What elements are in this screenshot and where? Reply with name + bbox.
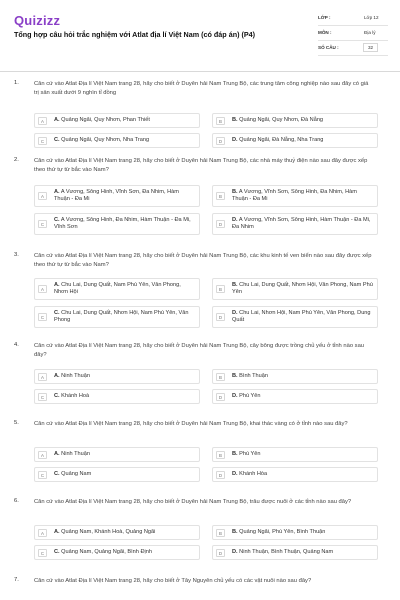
answer-option-d[interactable]: [212, 467, 378, 482]
option-lead: D.: [232, 310, 238, 316]
option-text: Quảng Ngãi, Quy Nhơn, Nha Trang: [61, 137, 150, 143]
option-text: A Vương, Sông Hinh, Vĩnh Sơn, Đa Nhim, Hàm Thuận - Đa Mi: [54, 189, 179, 203]
answer-option-c[interactable]: [34, 545, 200, 560]
option-text: Phú Yên: [239, 451, 261, 457]
option-lead: D.: [232, 137, 238, 143]
answer-option-d[interactable]: [212, 306, 378, 328]
option-text: Phú Yên: [239, 393, 261, 399]
option-text: Ninh Thuận: [61, 373, 90, 379]
option-letter: C: [38, 220, 47, 228]
question-number: 7.: [14, 577, 19, 583]
answer-option-b[interactable]: [212, 185, 378, 207]
option-text: Quảng Ngãi, Đà Nẵng, Nha Trang: [239, 137, 324, 143]
option-text: Quảng Nam, Khánh Hoà, Quảng Ngãi: [61, 529, 156, 535]
option-letter: A: [38, 451, 47, 459]
answer-option-c[interactable]: [34, 213, 200, 235]
worksheet-title: Tổng hợp câu hỏi trắc nghiệm với Atlat địa lí Việt Nam (có đáp án) (P4): [14, 30, 256, 39]
option-letter: D: [216, 471, 225, 479]
option-lead: B.: [232, 373, 238, 379]
question-1: [14, 80, 390, 152]
question-text: Căn cứ vào Atlat Địa lí Việt Nam trang 28, hãy cho biết ở Duyên hải Nam Trung Bộ, các nhà máy thuỷ điện nào sau đây được xếp theo thứ tự từ bắc vào Nam?: [34, 158, 368, 173]
option-lead: C.: [54, 217, 60, 223]
option-lead: D.: [232, 217, 238, 223]
answer-option-d[interactable]: [212, 545, 378, 560]
option-letter: B: [216, 192, 225, 200]
option-letter: A: [38, 529, 47, 537]
option-lead: A.: [54, 189, 60, 195]
option-text: Chu Lai, Nhơn Hội, Nam Phú Yên, Vân Phong, Dung Quất: [232, 310, 371, 324]
option-lead: C.: [54, 471, 60, 477]
meta-row-subject: [318, 27, 388, 41]
worksheet-meta: [318, 12, 388, 57]
answer-option-b[interactable]: [212, 113, 378, 128]
question-number: 4.: [14, 342, 19, 348]
option-text: A Vương, Sông Hinh, Đa Nhim, Hàm Thuận - Đa Mi, Vĩnh Sơn: [54, 217, 191, 231]
question-3: [14, 252, 390, 336]
answer-option-a[interactable]: [34, 369, 200, 384]
option-text: Khánh Hoà: [61, 393, 90, 399]
option-lead: A.: [54, 451, 60, 457]
option-letter: B: [216, 285, 225, 293]
option-letter: D: [216, 137, 225, 145]
option-lead: B.: [232, 282, 238, 288]
option-lead: C.: [54, 137, 60, 143]
option-letter: C: [38, 313, 47, 321]
option-letter: C: [38, 471, 47, 479]
answer-option-a[interactable]: [34, 525, 200, 540]
answer-option-a[interactable]: [34, 278, 200, 300]
option-letter: B: [216, 529, 225, 537]
question-number: 1.: [14, 80, 19, 86]
meta-row-grade: [318, 12, 388, 26]
answer-option-b[interactable]: [212, 369, 378, 384]
option-letter: B: [216, 451, 225, 459]
option-letter: A: [38, 285, 47, 293]
question-text: Căn cứ vào Atlat Địa lí Việt Nam trang 28, hãy cho biết ở Duyên hải Nam Trung Bộ, trâu được nuôi ở các tỉnh nào sau đây?: [34, 499, 352, 505]
option-text: Quảng Nam, Quảng Ngãi, Bình Định: [61, 549, 152, 555]
option-lead: B.: [232, 529, 238, 535]
option-letter: D: [216, 313, 225, 321]
answer-option-d[interactable]: [212, 389, 378, 404]
option-letter: D: [216, 549, 225, 557]
option-letter: A: [38, 373, 47, 381]
option-letter: C: [38, 393, 47, 401]
option-lead: A.: [54, 117, 60, 123]
option-text: Chu Lai, Dung Quất, Nhơn Hội, Nam Phú Yên, Vân Phong: [54, 310, 189, 324]
meta-label-count: SỐ CÂU :: [318, 45, 339, 50]
meta-value-count: 32: [363, 43, 378, 52]
question-4: [14, 342, 390, 414]
answer-option-b[interactable]: [212, 447, 378, 462]
option-lead: D.: [232, 549, 238, 555]
option-lead: C.: [54, 310, 60, 316]
option-text: A Vương, Vĩnh Sơn, Sông Hinh, Hàm Thuận - Đa Mi, Đa Nhim: [232, 217, 371, 231]
question-6: [14, 498, 390, 570]
question-number: 5.: [14, 420, 19, 426]
option-lead: C.: [54, 549, 60, 555]
answer-option-a[interactable]: [34, 185, 200, 207]
quizizz-logo[interactable]: Quizizz: [14, 13, 61, 28]
option-letter: B: [216, 373, 225, 381]
option-lead: B.: [232, 451, 238, 457]
meta-value-grade: Lớp 12: [364, 15, 379, 20]
option-text: Ninh Thuận: [61, 451, 90, 457]
option-text: Quảng Ngãi, Quy Nhơn, Phan Thiết: [61, 117, 150, 123]
question-number: 3.: [14, 252, 19, 258]
option-lead: B.: [232, 189, 238, 195]
question-2: [14, 157, 390, 243]
option-lead: B.: [232, 117, 238, 123]
question-number: 2.: [14, 157, 19, 163]
worksheet-header: [0, 0, 400, 72]
option-lead: A.: [54, 373, 60, 379]
meta-label-subject: MÔN :: [318, 30, 332, 35]
option-lead: C.: [54, 393, 60, 399]
answer-option-a[interactable]: [34, 447, 200, 462]
option-letter: A: [38, 117, 47, 125]
option-text: A Vương, Vĩnh Sơn, Sông Hinh, Đa Nhim, Hàm Thuận - Đa Mi: [232, 189, 357, 203]
option-lead: A.: [54, 282, 60, 288]
question-text: Căn cứ vào Atlat Địa lí Việt Nam trang 28, hãy cho biết ở Duyên hải Nam Trung Bộ, cây bông được trồng chủ yếu ở tỉnh nào sau đây?: [34, 343, 365, 358]
option-text: Khánh Hòa: [239, 471, 268, 477]
option-letter: D: [216, 220, 225, 228]
option-letter: B: [216, 117, 225, 125]
question-text: Căn cứ vào Atlat Địa lí Việt Nam trang 28, hãy cho biết ở Duyên hải Nam Trung Bộ, khai thác vàng có ở tỉnh nào sau đây?: [34, 421, 348, 427]
option-text: Quảng Nam: [61, 471, 92, 477]
answer-option-c[interactable]: [34, 306, 200, 328]
answer-option-d[interactable]: [212, 133, 378, 148]
meta-row-count: [318, 42, 388, 56]
option-letter: D: [216, 393, 225, 401]
option-text: Bình Thuận: [239, 373, 268, 379]
option-lead: A.: [54, 529, 60, 535]
question-text: Căn cứ vào Atlat Địa lí Việt Nam trang 28, hãy cho biết ở Tây Nguyên chủ yếu có các vật nuôi nào sau đây?: [34, 578, 312, 584]
option-text: Quảng Ngãi, Quy Nhơn, Đà Nẵng: [239, 117, 324, 123]
option-letter: C: [38, 137, 47, 145]
option-text: Ninh Thuận, Bình Thuận, Quảng Nam: [239, 549, 334, 555]
answer-option-c[interactable]: [34, 467, 200, 482]
answer-option-c[interactable]: [34, 389, 200, 404]
answer-option-a[interactable]: [34, 113, 200, 128]
question-text: Căn cứ vào Atlat Địa lí Việt Nam trang 28, hãy cho biết ở Duyên hải Nam Trung Bộ, các khu kinh tế ven biển nào sau đây được xếp theo thứ tự từ bắc vào Nam?: [34, 253, 372, 268]
meta-value-subject: Địa lý: [364, 30, 376, 35]
option-text: Quảng Ngãi, Phú Yên, Bình Thuận: [239, 529, 326, 535]
answer-option-c[interactable]: [34, 133, 200, 148]
option-letter: A: [38, 192, 47, 200]
answer-option-d[interactable]: [212, 213, 378, 235]
meta-label-grade: LỚP :: [318, 15, 331, 20]
option-lead: D.: [232, 393, 238, 399]
answer-option-b[interactable]: [212, 525, 378, 540]
question-5: [14, 420, 390, 492]
option-text: Chu Lai, Dung Quất, Nam Phú Yên, Vân Phong, Nhơn Hội: [54, 282, 181, 296]
question-text: Căn cứ vào Atlat Địa lí Việt Nam trang 28, hãy cho biết ở Duyên hải Nam Trung Bộ, các trung tâm công nghiệp nào sau đây có giá trị sản xuất dưới 9 nghìn tỉ đồng: [34, 81, 369, 96]
answer-option-b[interactable]: [212, 278, 378, 300]
option-lead: D.: [232, 471, 238, 477]
question-7: [14, 577, 390, 593]
option-text: Chu Lai, Dung Quất, Nhơn Hội, Vân Phong, Nam Phú Yên: [232, 282, 373, 296]
option-letter: C: [38, 549, 47, 557]
question-number: 6.: [14, 498, 19, 504]
